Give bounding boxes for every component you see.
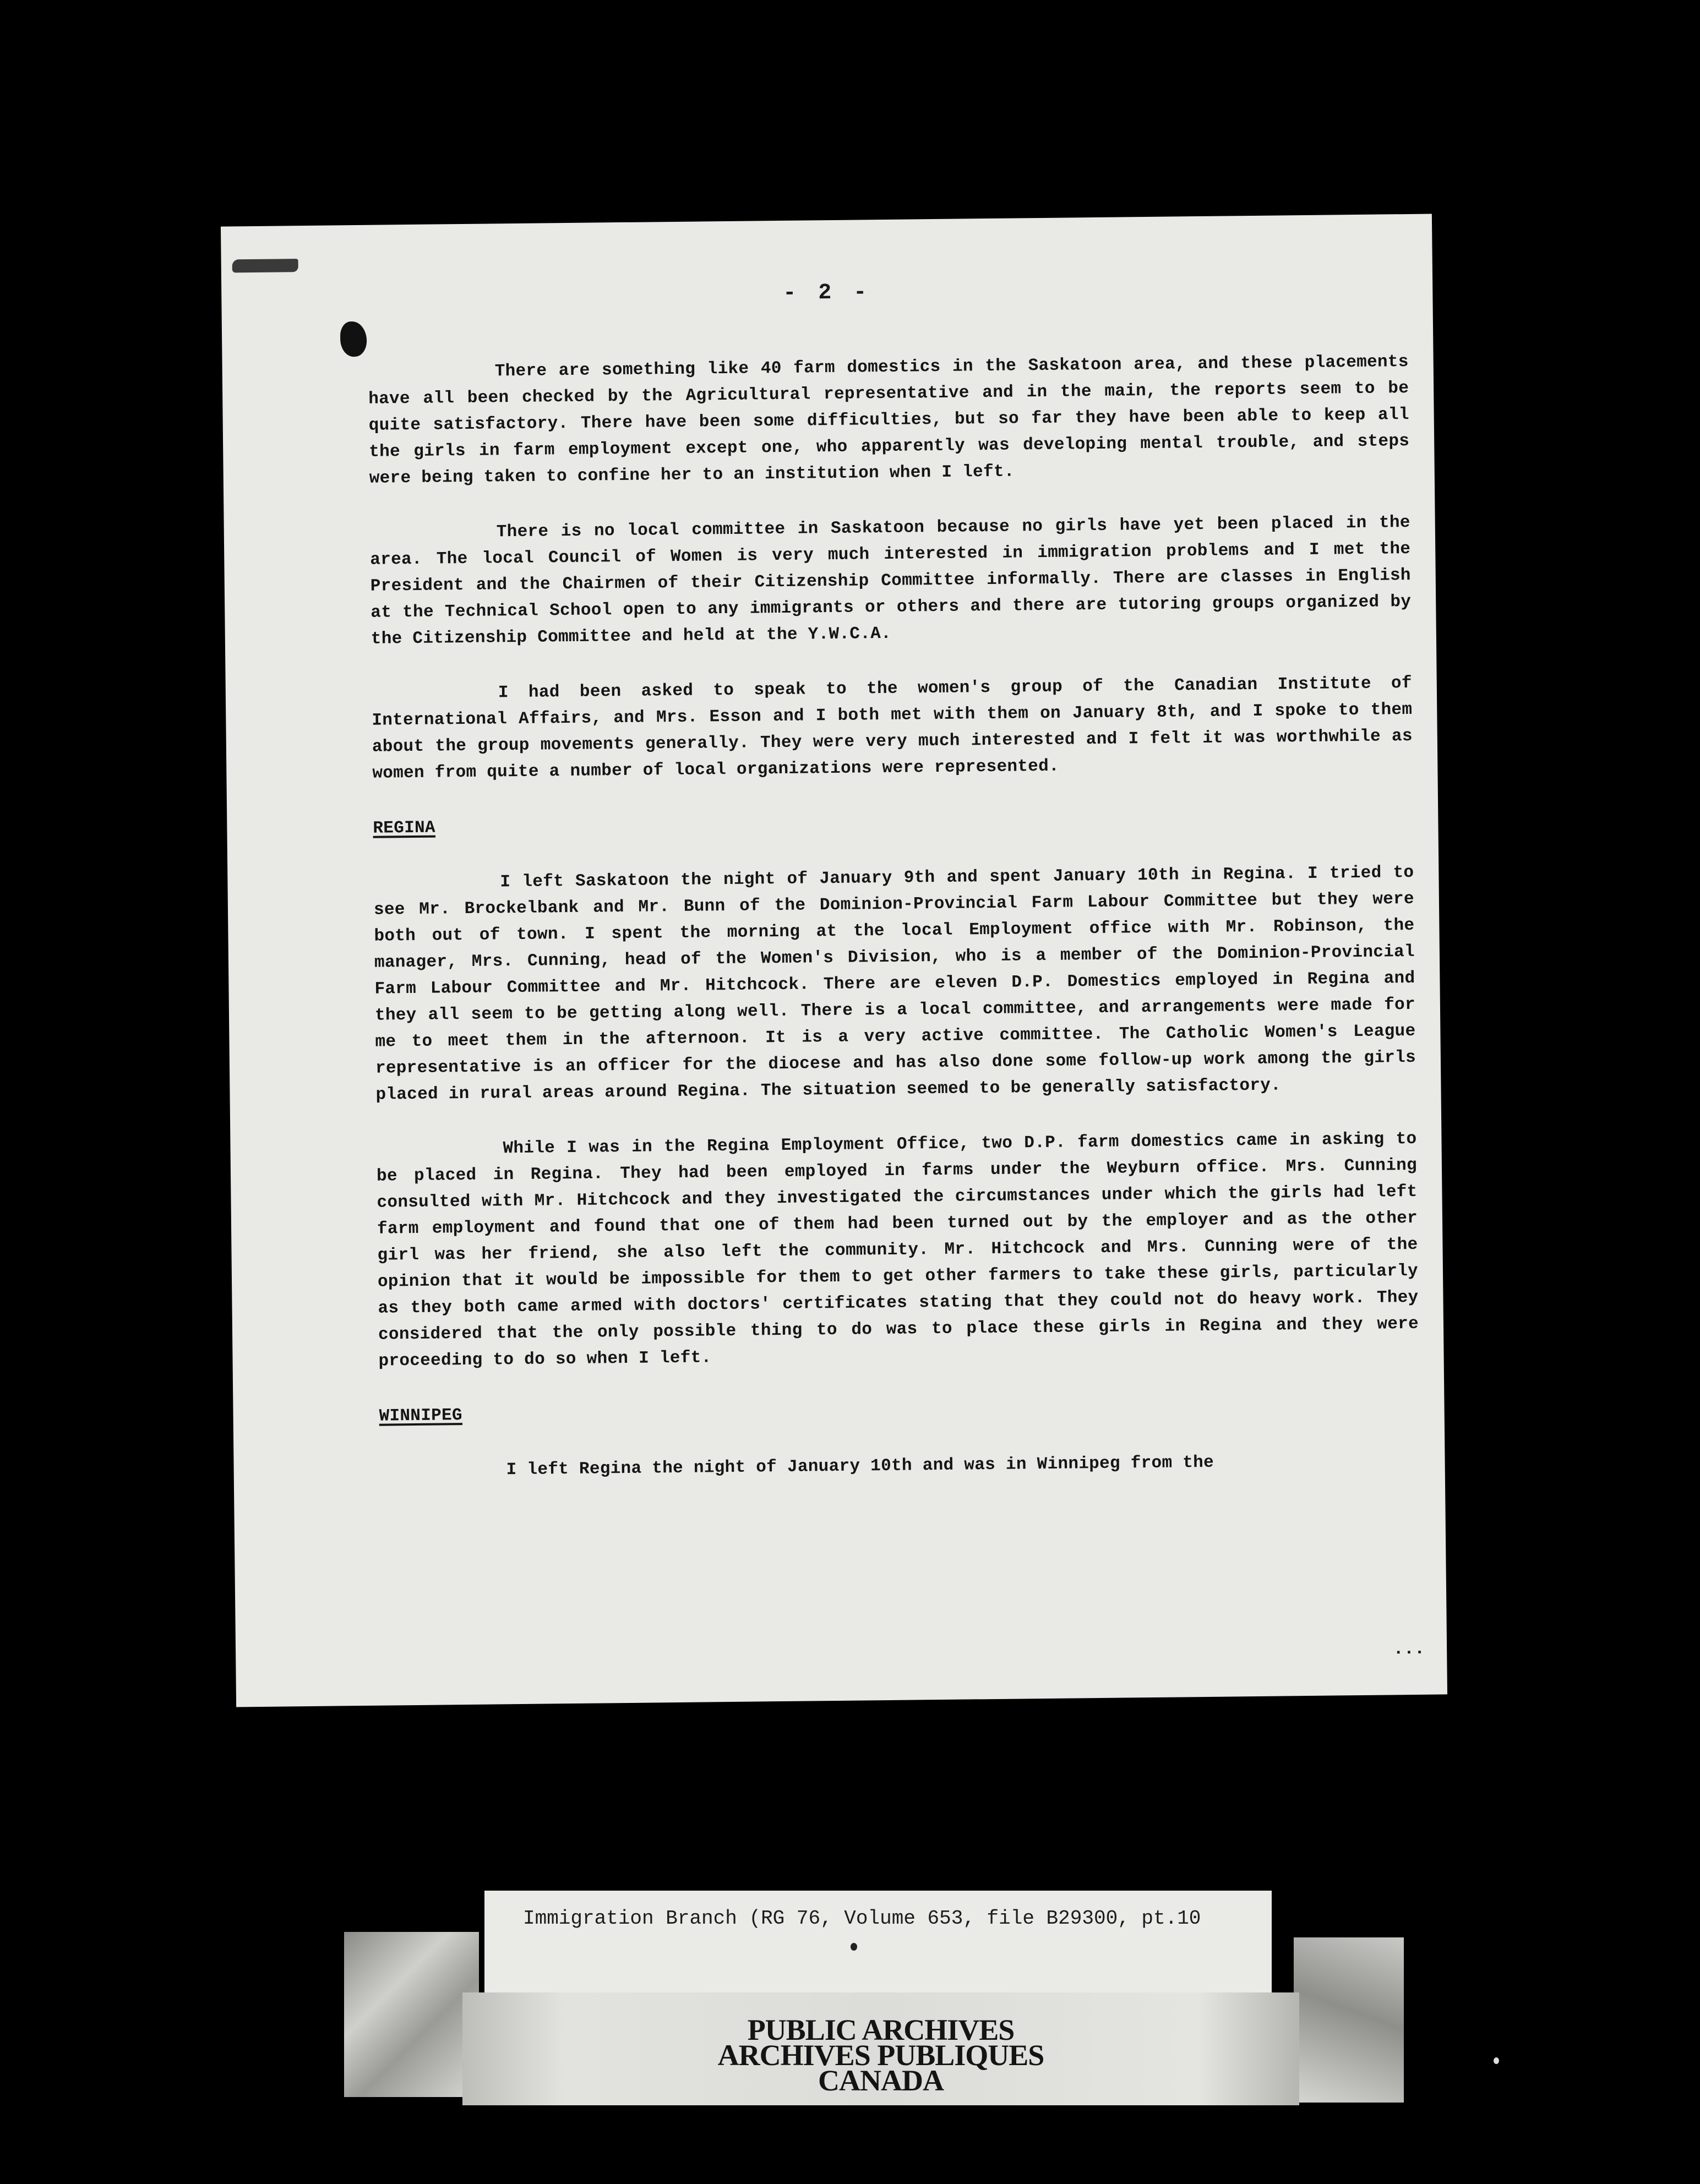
- staple-mark: [232, 259, 298, 272]
- stamp-text: [462, 2013, 1299, 2097]
- stamp-line-country: CANADA: [818, 2064, 944, 2097]
- tape-left: [344, 1932, 479, 2097]
- punch-hole-mark: [340, 321, 367, 357]
- section-heading-winnipeg: WINNIPEG: [379, 1406, 463, 1426]
- paragraph-womens-group: I had been asked to speak to the women's group of the Canadian Institute of International Affairs, and Mrs. Esson and I both met with them on January 8th, and I spoke to them about the group movements generally. They were very much interested and I felt it was worthwhile as women from quite a number of local organizations were represented.: [372, 673, 1413, 783]
- letter-body: [368, 349, 1420, 1485]
- section-heading-regina: REGINA: [373, 818, 436, 838]
- tape-right: [1294, 1937, 1404, 2103]
- paragraph-local-committee: There is no local committee in Saskatoon because no girls have yet been placed in the area. The local Council of Women is very much interested in immigration problems and I met the President and the Chairmen of their Citizenship Committee informally. There are classes in English at the Technical School open to any immigrants or others and there are tutoring groups organized by the Citizenship Committee and held at the Y.W.C.A.: [370, 512, 1412, 649]
- document-page: [221, 214, 1447, 1707]
- stamp-line-french: ARCHIVES PUBLIQUES: [717, 2039, 1044, 2072]
- archives-stamp: [462, 1992, 1299, 2105]
- archive-reference-text: Immigration Branch (RG 76, Volume 653, file B29300, pt.10: [523, 1907, 1201, 1930]
- page-number: - 2 -: [783, 280, 871, 306]
- paragraph-regina-visit: I left Saskatoon the night of January 9th and spent January 10th in Regina. I tried to see Mr. Brockelbank and Mr. Bunn of the Dominion-Provincial Farm Labour Committee but they were both out of town. I spent the morning at the local Employment office with Mr. Robinson, the manager, Mrs. Cunning, head of the Women's Division, who is a member of the Dominion-Provincial Farm Labour Committee and Mr. Hitchcock. There are eleven D.P. Domestics employed in Regina and they all seem to be getting along well. There is a local committee, and arrangements were made for me to meet them in the afternoon. It is a very active committee. The Catholic Women's League representative is an officer for the diocese and has also done some follow-up work among the girls placed in rural areas around Regina. The situation seemed to be generally satisfactory.: [373, 862, 1416, 1105]
- stamp-line-english: PUBLIC ARCHIVES: [747, 2013, 1015, 2046]
- film-speck: [1494, 2057, 1499, 2064]
- ink-dot: [851, 1943, 857, 1951]
- paragraph-winnipeg: I left Regina the night of January 10th and was in Winnipeg from the: [506, 1453, 1214, 1480]
- archive-reference-label: [484, 1891, 1272, 1995]
- paragraph-regina-domestics: While I was in the Regina Employment Office, two D.P. farm domestics came in asking to be placed in Regina. They had been employed in farms under the Weyburn office. Mrs. Cunning consulted with Mr. Hitchcock and they investigated the circumstances under which the girls had left farm employment and found that one of them had been turned out by the employer and as the other girl was her friend, she also left the community. Mr. Hitchcock and Mrs. Cunning were of the opinion that it would be impossible for them to get other farmers to take these girls, particularly as they both came armed with doctors' certificates stating that they could not do heavy work. They considered that the only possible thing to do was to place these girls in Regina and they were proceeding to do so when I left.: [376, 1129, 1419, 1371]
- continuation-mark: ...: [1393, 1638, 1425, 1659]
- paragraph-farm-domestics: There are something like 40 farm domestics in the Saskatoon area, and these placements have all been checked by the Agricultural representative and in the main, the reports seem to be quite satisfactory. There have been some difficulties, but so far they have been able to keep all the girls in farm employment except one, who apparently was developing mental trouble, and steps were being taken to confine her to an institution when I left.: [368, 352, 1410, 488]
